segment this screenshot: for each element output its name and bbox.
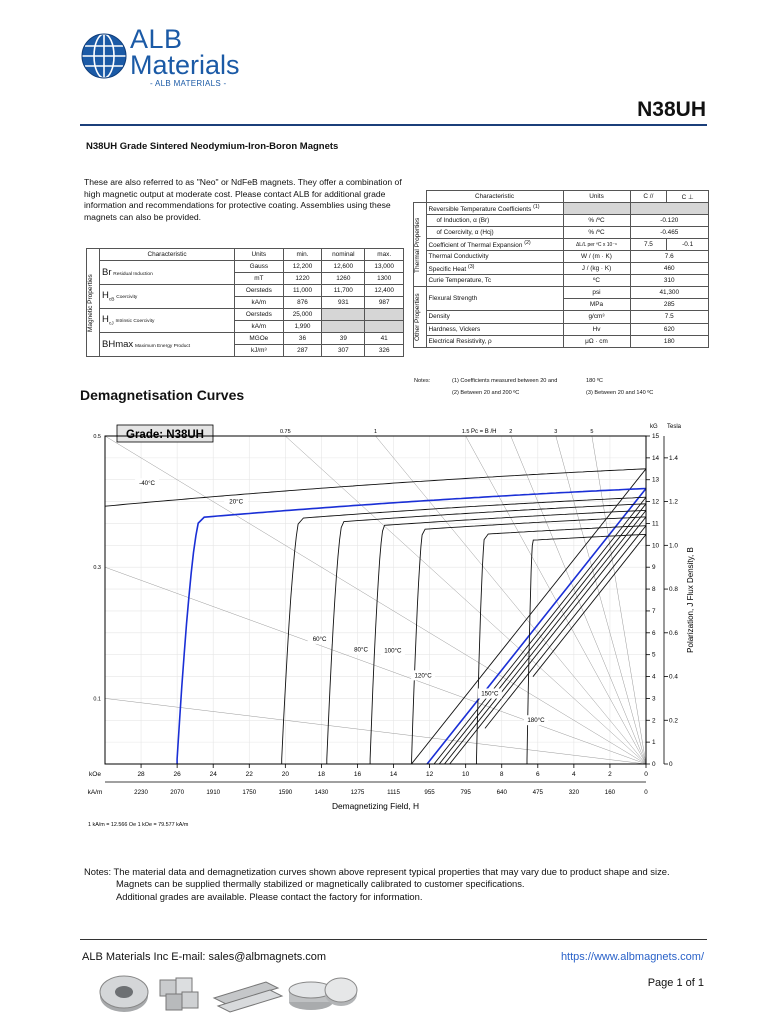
y-kg-tick-label: 8 <box>652 586 656 594</box>
x-kam-tick-label: 475 <box>532 789 543 796</box>
pc-load-line <box>511 436 646 764</box>
x-kam-tick-label: 795 <box>460 789 471 796</box>
x-koe-tick-label: 22 <box>245 771 253 778</box>
hcb-label: $H_{cB}$ Coercivity <box>100 285 235 309</box>
cube-magnets-image <box>160 978 198 1010</box>
y-tesla-tick-label: 0.6 <box>669 629 678 637</box>
bottom-note-3: Additional grades are available. Please contact the factory for information. <box>116 890 423 902</box>
x-koe-tick-label: 18 <box>317 771 326 778</box>
bottom-note-1: Notes: The material data and demagnetization curves shown above represent typical properties that may vary due to product shape and size. <box>84 866 670 877</box>
x-koe-tick-label: 6 <box>535 771 540 778</box>
x-koe-tick-label: 20 <box>281 771 289 778</box>
temp-label: 60°C <box>312 635 327 643</box>
logo-text-alb: ALB <box>130 24 183 54</box>
y-tesla-tick-label: 1.2 <box>669 498 678 506</box>
temp-label: 20°C <box>229 498 244 506</box>
br-label: Br Residual Induction <box>100 261 235 285</box>
y-axis-title: Polarization, J Flux Density, B <box>686 547 695 653</box>
pc-top-tick-label: 1.5 <box>461 429 470 435</box>
bhmax-label: BHmax Maximum Energy Product <box>100 333 235 357</box>
x-kam-tick-label: 0 <box>644 789 648 796</box>
pc-left-tick-label: 0.1 <box>93 696 101 703</box>
magnetic-properties-label: Magnetic Properties <box>87 273 94 332</box>
thermal-other-properties-table: Characteristic Units C // C ⊥ Thermal Properties Reversible Temperature Coefficients $^{(1)}$ of Induction, α (Br) % /ºC -0.120 of Coercivity, α (Hcj) % /ºC -0.465 Coefficient of Thermal Expansion $^{(2)}$ ΔL/L per ºC x 10⁻⁶ 7.5 -0.1 Thermal Conductivity W / (m · K) 7.6 Specific Heat $^{(3)}$ J / (kg · K) 460 Curie Temperature, Tc ºC 310 Other Properties Flexural Strength psi 41,300 MPa 285 Density g/cm³ 7.5 Hardness, Vickers Hv 620 Electrical Resistivity, ρ μΩ · cm 180 <box>413 190 709 348</box>
other-properties-label: Other Properties <box>414 293 421 341</box>
x-koe-tick-label: 2 <box>608 771 612 778</box>
note-1: (1) Coefficients measured between 20 and <box>452 378 558 384</box>
x-kam-axis-label: kA/m <box>87 789 103 796</box>
section-title-demag: Demagnetisation Curves <box>80 387 245 403</box>
col-units: Units <box>235 249 284 261</box>
pc-load-line <box>105 698 646 764</box>
col-max: max. <box>365 249 404 261</box>
unit-conversion: 1 kA/m = 12.566 Oe 1 kOe = 79.577 kA/m <box>88 822 189 828</box>
y-kg-tick-label: 1 <box>652 739 656 747</box>
x-koe-tick-label: 10 <box>462 771 470 778</box>
temp-label: 80°C <box>354 646 368 654</box>
page-number: Page 1 of 1 <box>647 977 704 989</box>
note-3: (3) Between 20 and 140 ºC <box>586 390 654 396</box>
document-subtitle: N38UH Grade Sintered Neodymium-Iron-Boron Magnets <box>86 141 339 152</box>
pc-label: Pc = B /H <box>470 429 497 435</box>
header-rule <box>80 124 707 126</box>
x-axis-title: Demagnetizing Field, H <box>331 801 420 811</box>
y-kg-tick-label: 4 <box>652 673 656 681</box>
y-kg-tick-label: 15 <box>652 433 660 440</box>
y-kg-tick-label: 7 <box>652 607 656 615</box>
intro-paragraph: These are also referred to as "Neo" or NdFeB magnets. They offer a combination of high magnetic output at moderate cost. Please contact ALB for additional grade information and recommendations for protective coating. Assemblies using these magnets can also be provided. <box>84 177 402 222</box>
x-kam-tick-label: 1590 <box>278 789 293 796</box>
y-tesla-tick-label: 0 <box>669 761 673 768</box>
x-kam-tick-label: 1115 <box>387 789 400 796</box>
thermal-properties-label: Thermal Properties <box>414 216 421 273</box>
y-kg-tick-label: 9 <box>652 564 656 572</box>
notes-label: Notes: <box>414 378 431 384</box>
x-koe-tick-label: 24 <box>209 771 217 778</box>
company-logo <box>80 26 270 92</box>
hcj-label: $H_{cJ}$ Intrinsic Coercivity <box>100 309 235 333</box>
b-curve <box>485 526 646 729</box>
x-kam-tick-label: 160 <box>604 789 616 796</box>
pc-top-tick-label: 1 <box>373 429 378 435</box>
x-koe-tick-label: 0 <box>644 771 648 778</box>
footer-contact: ALB Materials Inc E-mail: sales@albmagnets.com <box>82 951 327 963</box>
footer-rule <box>80 939 707 940</box>
j-curve <box>105 469 646 506</box>
x-koe-axis-label: kOe <box>89 771 101 778</box>
note-1-cont: 180 ºC <box>586 378 603 384</box>
bottom-notes <box>84 866 670 903</box>
pc-top-tick-label: 3 <box>554 429 558 435</box>
website-link[interactable]: https://www.albmagnets.com/ <box>560 951 704 963</box>
x-kam-tick-label: 2070 <box>170 789 185 796</box>
logo-text-materials: Materials <box>130 50 240 80</box>
y-kg-tick-label: 3 <box>652 695 656 703</box>
magnet-product-images <box>96 968 376 1018</box>
x-kam-tick-label: 1275 <box>350 789 365 796</box>
demagnetisation-chart <box>0 410 768 830</box>
bottom-note-2: Magnets can be supplied thermally stabilized or magnetically calibrated to customer specifications. <box>116 878 525 890</box>
b-curve <box>450 517 646 764</box>
magnetic-properties-table: Magnetic Properties Characteristic Units min. nominal max. Br Residual Induction Gauss 12,200 12,600 13,000 mT 1220 1260 1300 $H_{cB}$ Coercivity Oersteds 11,000 11,700 12,400 kA/m 876 931 987 $H_{cJ}$ Intrinsic Coercivity Oersteds 25,000 kA/m 1,990 BHmax Maximum Energy Product MGOe 36 39 41 kJ/m³ 287 307 326 <box>86 248 404 357</box>
y-kg-tick-label: 13 <box>652 476 660 484</box>
x-kam-tick-label: 2230 <box>134 789 148 796</box>
y-kg-tick-label: 6 <box>652 629 656 637</box>
x-koe-tick-label: 4 <box>572 771 576 778</box>
pc-left-tick-label: 0.5 <box>93 434 101 440</box>
temp-label: -40°C <box>139 480 156 488</box>
y-tesla-tick-label: 0.2 <box>669 717 678 725</box>
temp-label: 100°C <box>384 647 402 655</box>
x-kam-tick-label: 1910 <box>206 789 221 796</box>
x-kam-tick-label: 640 <box>496 789 507 796</box>
col-nominal: nominal <box>322 249 365 261</box>
y-tesla-tick-label: 0.4 <box>669 673 678 681</box>
y-kg-tick-label: 14 <box>652 454 660 462</box>
x-koe-tick-label: 12 <box>425 771 434 778</box>
grade-title: N38UH <box>637 98 706 121</box>
pc-top-tick-label: 5 <box>590 429 594 435</box>
pc-top-tick-label: 0.75 <box>279 429 291 435</box>
y-kg-tick-label: 5 <box>652 651 656 659</box>
y-tesla-tick-label: 0.8 <box>669 586 678 594</box>
globe-icon <box>80 32 128 80</box>
b-curve <box>533 534 646 676</box>
x-koe-tick-label: 8 <box>499 771 504 778</box>
temp-label: 180°C <box>527 717 545 725</box>
y-kg-tick-label: 2 <box>652 717 656 725</box>
temp-label: 120°C <box>414 672 432 680</box>
note-2: (2) Between 20 and 200 ºC <box>452 390 520 396</box>
y-kg-tick-label: 0 <box>652 761 656 768</box>
y-kg-tick-label: 12 <box>652 498 660 506</box>
col-characteristic: Characteristic <box>100 249 235 261</box>
y-kg-unit: kG <box>650 424 658 430</box>
j-curve <box>177 489 646 765</box>
x-koe-tick-label: 26 <box>173 771 181 778</box>
y-kg-tick-label: 11 <box>652 520 659 528</box>
j-curve <box>370 510 646 764</box>
temp-label: 150°C <box>481 690 499 698</box>
ring-magnet-image <box>100 976 148 1012</box>
bar-magnets-image <box>214 982 282 1012</box>
pc-left-tick-label: 0.3 <box>93 565 101 572</box>
x-kam-tick-label: 320 <box>568 789 580 796</box>
x-kam-tick-label: 1750 <box>242 789 257 796</box>
j-curve <box>327 504 646 764</box>
pc-top-tick-label: 2 <box>509 429 513 435</box>
chart-title: Grade: N38UH <box>126 429 204 441</box>
x-koe-tick-label: 16 <box>353 771 362 778</box>
disc-magnets-image <box>289 978 357 1010</box>
logo-tagline: - ALB MATERIALS - <box>150 79 227 88</box>
x-kam-tick-label: 955 <box>424 789 435 796</box>
y-tesla-tick-label: 1.0 <box>669 542 678 550</box>
x-koe-tick-label: 28 <box>137 771 145 778</box>
y-tesla-unit: Tesla <box>667 424 682 430</box>
j-curve <box>527 534 646 764</box>
y-tesla-tick-label: 1.4 <box>669 454 678 462</box>
col-min: min. <box>283 249 322 261</box>
x-kam-tick-label: 1430 <box>314 789 329 796</box>
y-kg-tick-label: 10 <box>652 542 660 550</box>
b-curve <box>444 510 646 764</box>
x-koe-tick-label: 14 <box>389 771 398 778</box>
